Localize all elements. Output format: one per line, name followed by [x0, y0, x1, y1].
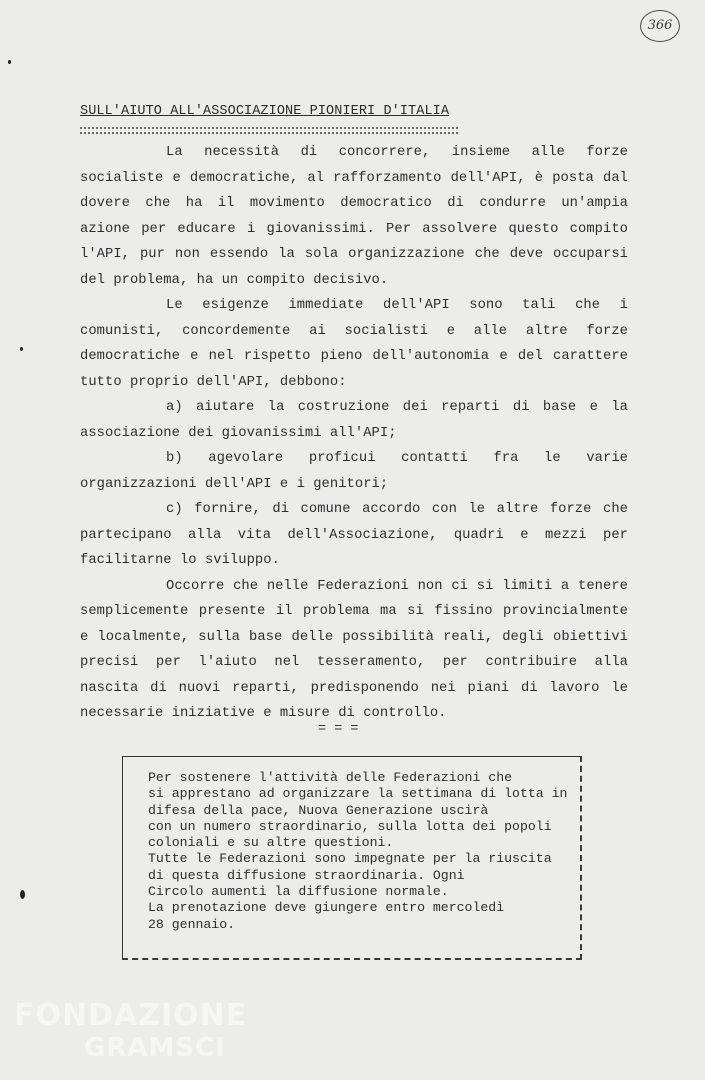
list-item-b: b) agevolare proficui contatti fra le varie organizzazioni dell'API e i genitori; [80, 451, 628, 492]
document-title: SULL'AIUTO ALL'ASSOCIAZIONE PIONIERI D'ITALIA [80, 104, 450, 119]
paragraph-federations: Occorre che nelle Federazioni non ci si limiti a tenere semplicemente presente il problema ma si fissino provincialmente e localmente, sulla base delle possibilità reali, degli obiettivi precisi per l'aiuto nel tesseramento, per contribuire alla nascita di nuovi reparti, predisponendo nei piani di lavoro le necessarie iniziative e misure di controllo. [80, 578, 628, 721]
paragraph-intro: La necessità di concorrere, insieme alle forze socialiste e democratiche, al rafforzamento dell'API, è posta dal dovere che ha il movimento democratico di condurre un'ampia azione per educare i giovanissimi. Per assolvere questo compito l'API, pur non essendo la sola organizzazione che deve occuparsi del problema, ha un compito decisivo. [80, 145, 628, 288]
document-body [80, 140, 628, 727]
watermark-line-1: FONDAZIONE [14, 998, 248, 1033]
fondazione-gramsci-watermark [14, 1000, 247, 1064]
section-separator: = = = [318, 722, 359, 737]
watermark-line-2: GRAMSCI [84, 1033, 226, 1063]
notice-text: Per sostenere l'attività delle Federazioni che si apprestano ad organizzare la settimana di lotta in difesa della pace, Nuova Generazione uscirà con un numero straordinario, sulla lotta dei popoli coloniali e su altre questioni. Tutte le Federazioni sono impegnate per la riuscita di questa diffusione straordinaria. Ogni Circolo aumenti la diffusione normale. La prenotazione deve giungere entro mercoledì 28 gennaio. [148, 770, 568, 932]
page-number: 366 [640, 10, 680, 42]
list-item-c: c) fornire, di comune accordo con le altre forze che partecipano alla vita dell'Associazione, quadri e mezzi per facilitarne lo sviluppo. [80, 502, 628, 568]
margin-punch-mark [20, 347, 23, 351]
list-item-a: a) aiutare la costruzione dei reparti di base e la associazione dei giovanissimi all'API; [80, 400, 628, 441]
title-double-rule [80, 127, 458, 134]
margin-punch-mark [20, 890, 25, 899]
margin-punch-mark [8, 60, 11, 64]
paragraph-needs: Le esigenze immediate dell'API sono tali che i comunisti, concordemente ai socialisti e alle altre forze democratiche e nel rispetto pieno dell'autonomia e del carattere tutto proprio dell'API, debbono: [80, 298, 628, 390]
